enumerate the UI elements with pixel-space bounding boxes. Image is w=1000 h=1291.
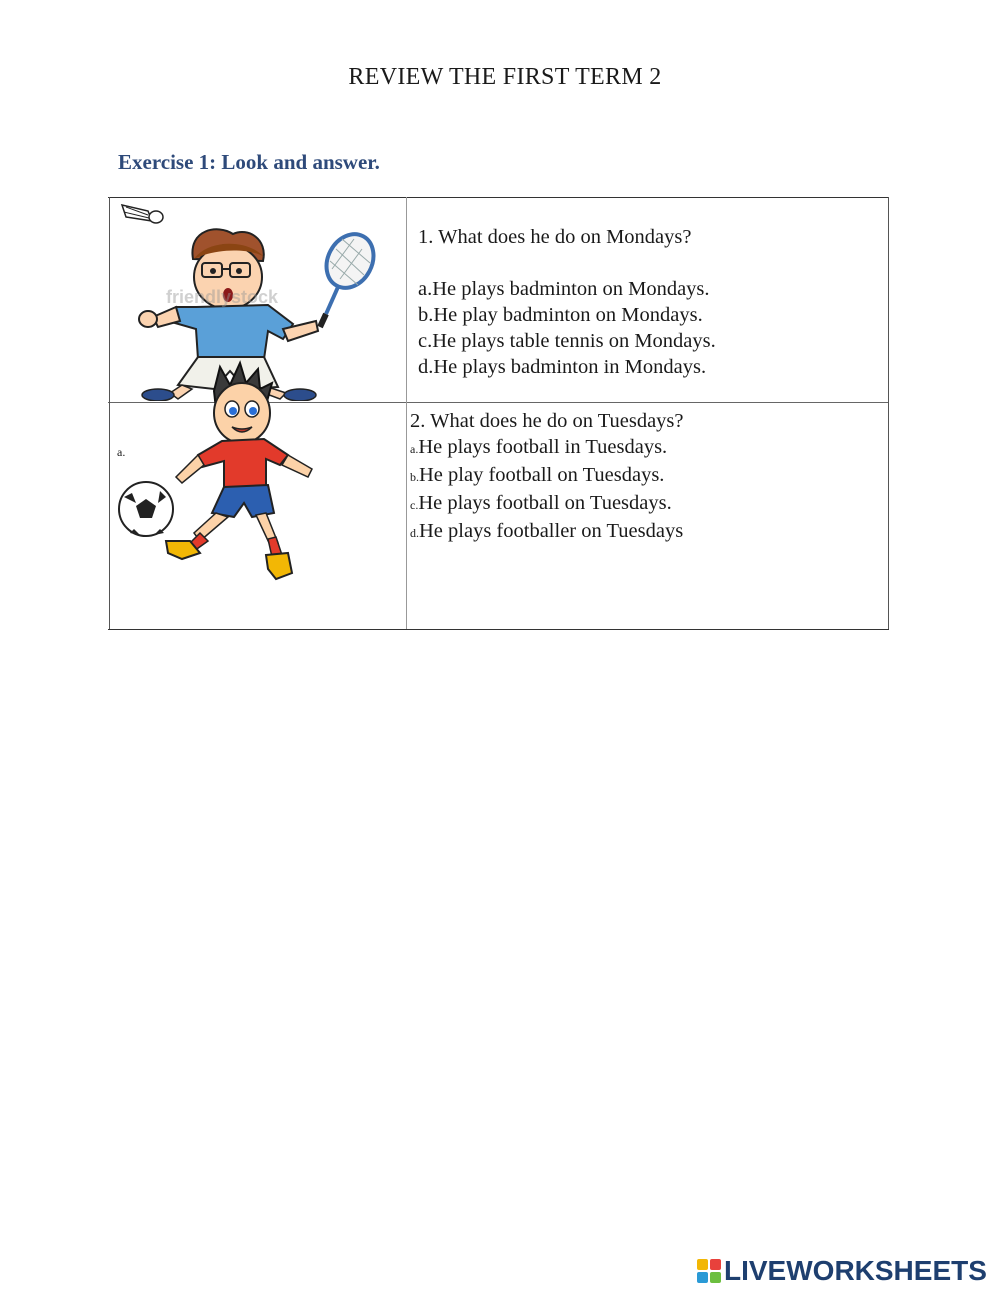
option-text: He play football on Tuesdays. (419, 464, 665, 486)
question-1-text: 1. What does he do on Mondays? (418, 226, 692, 248)
exercise-heading: Exercise 1: Look and answer. (118, 150, 380, 174)
question-1 (418, 224, 716, 380)
shuttlecock-icon (122, 205, 163, 223)
page-title: REVIEW THE FIRST TERM 2 (348, 64, 662, 90)
soccer-ball-icon (119, 482, 173, 536)
table-top-border (108, 197, 889, 198)
question-1-option-d: d.He plays badminton in Mondays. (418, 356, 707, 378)
question-1-option-b: b.He play badminton on Mondays. (418, 304, 703, 326)
question-1-option-c: c.He plays table tennis on Mondays. (418, 330, 716, 352)
option-text: He plays football on Tuesdays. (418, 492, 672, 514)
liveworksheets-logo[interactable] (697, 1255, 987, 1287)
racket-icon (317, 226, 382, 327)
option-letter: c. (410, 498, 419, 512)
logo-text: LIVEWORKSHEETS (724, 1255, 987, 1286)
table-bottom-border (108, 629, 889, 630)
row-2-label: a. (117, 445, 126, 459)
question-2-option-d (410, 518, 684, 546)
table-right-border (888, 197, 889, 629)
table-middle-border (406, 197, 407, 629)
logo-blocks-icon (697, 1259, 721, 1283)
question-2 (410, 408, 684, 546)
image-watermark: friendlystock (166, 287, 279, 307)
option-letter: a. (410, 442, 419, 456)
question-2-option-a (410, 434, 684, 462)
option-letter: d. (410, 526, 419, 540)
football-boy-image (116, 357, 366, 587)
option-letter: b. (410, 470, 419, 484)
question-2-text: 2. What does he do on Tuesdays? (410, 410, 684, 432)
exercise-table (108, 197, 889, 630)
question-2-option-c (410, 490, 684, 518)
table-left-border (109, 197, 110, 629)
question-2-option-b (410, 462, 684, 490)
question-1-option-a: a.He plays badminton on Mondays. (418, 278, 710, 300)
option-text: He plays football in Tuesdays. (418, 436, 668, 458)
option-text: He plays footballer on Tuesdays (419, 520, 684, 542)
